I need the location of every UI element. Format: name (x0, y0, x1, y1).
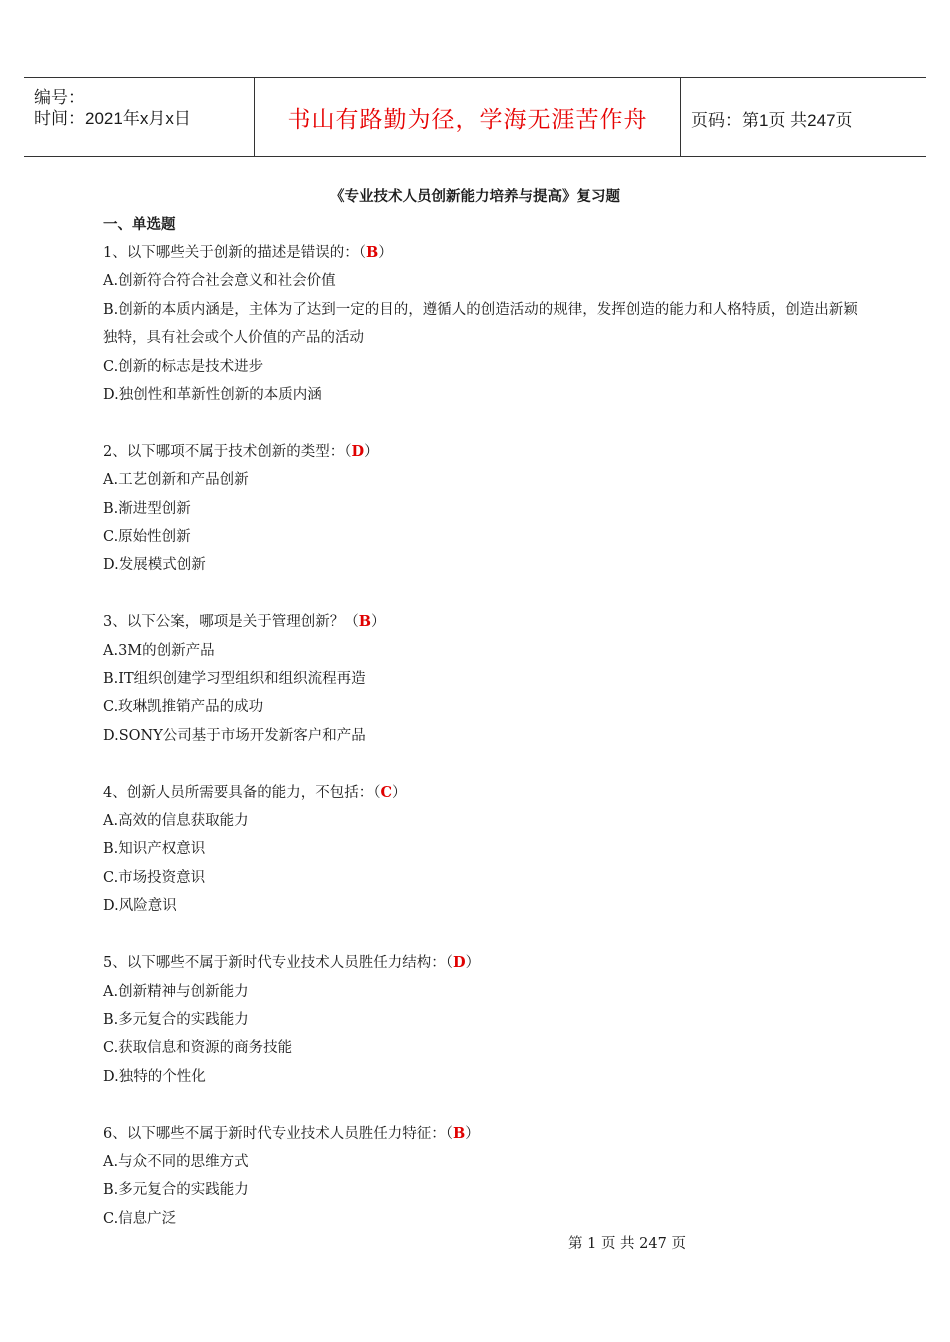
question-stem: 2、以下哪项不属于技术创新的类型：（D） (103, 442, 379, 460)
spacer (103, 1091, 863, 1119)
answer-key: B (358, 613, 371, 631)
spacer (103, 750, 863, 778)
answer-key: B (365, 244, 379, 261)
question-option: D.风险意识 (103, 898, 177, 915)
answer-key: C (380, 783, 393, 801)
question-option: A.3M的创新产品 (103, 642, 215, 659)
question-option: B.知识产权意识 (103, 841, 206, 858)
question-option: D.发展模式创新 (103, 557, 206, 574)
document-time-label: 时间：2021年x月x日 (34, 109, 191, 128)
question-option: A.工艺创新和产品创新 (103, 472, 249, 489)
question-option: A.高效的信息获取能力 (103, 813, 249, 830)
question-option: A.创新精神与创新能力 (103, 983, 249, 1000)
question-option: B.多元复合的实践能力 (103, 1182, 249, 1199)
question-option: C.市场投资意识 (103, 869, 206, 886)
question-option: C.创新的标志是技术进步 (103, 358, 264, 375)
document-number-label: 编号： (34, 88, 85, 107)
question-stem: 4、创新人员所需要具备的能力，不包括：（C） (103, 783, 407, 801)
question-option: A.创新符合符合社会意义和社会价值 (103, 273, 336, 290)
question-stem: 6、以下哪些不属于新时代专业技术人员胜任力特征：（B） (103, 1124, 480, 1142)
question-option: B.IT组织创建学习型组织和组织流程再造 (103, 671, 366, 688)
answer-key: D (452, 954, 466, 972)
page-header (24, 77, 926, 157)
header-page-info: 页码：第1页 共247页 (691, 111, 853, 130)
question-option: C.信息广泛 (103, 1210, 177, 1227)
question-option: C.原始性创新 (103, 529, 191, 546)
section-heading: 一、单选题 (103, 217, 176, 233)
spacer (103, 409, 863, 437)
question-option: A.与众不同的思维方式 (103, 1153, 249, 1170)
spacer (103, 580, 863, 608)
question-option: B.渐进型创新 (103, 500, 191, 517)
spacer (103, 921, 863, 949)
answer-key: B (452, 1124, 466, 1142)
header-motto-cell (254, 78, 681, 156)
document-body (103, 211, 863, 1233)
document-title: 《专业技术人员创新能力培养与提高》复习题 (330, 189, 620, 205)
question-option: C.玫琳凯推销产品的成功 (103, 699, 264, 716)
question-stem: 5、以下哪些不属于新时代专业技术人员胜任力结构：（D） (103, 954, 481, 972)
question-stem: 3、以下公案，哪项是关于管理创新？（B） (103, 613, 386, 631)
page-footer: 第 1 页 共 247 页 (568, 1236, 686, 1252)
question-option: D.独创性和革新性创新的本质内涵 (103, 387, 322, 404)
question-option: D.独特的个性化 (103, 1068, 206, 1085)
question-option: D.SONY公司基于市场开发新客户和产品 (103, 727, 366, 744)
question-option: C.获取信息和资源的商务技能 (103, 1040, 293, 1057)
header-motto: 书山有路勤为径，学海无涯苦作舟 (287, 107, 648, 133)
answer-key: D (351, 442, 365, 460)
question-option: B.多元复合的实践能力 (103, 1011, 249, 1028)
question-option: B.创新的本质内涵是，主体为了达到一定的目的，遵循人的创造活动的规律，发挥创造的能力和人格特质，创造出新颖独特，具有社会或个人价值的产品的活动 (103, 301, 858, 347)
header-meta-cell (24, 78, 254, 156)
header-page-cell (680, 78, 926, 156)
question-stem: 1、以下哪些关于创新的描述是错误的：（B） (103, 244, 393, 261)
